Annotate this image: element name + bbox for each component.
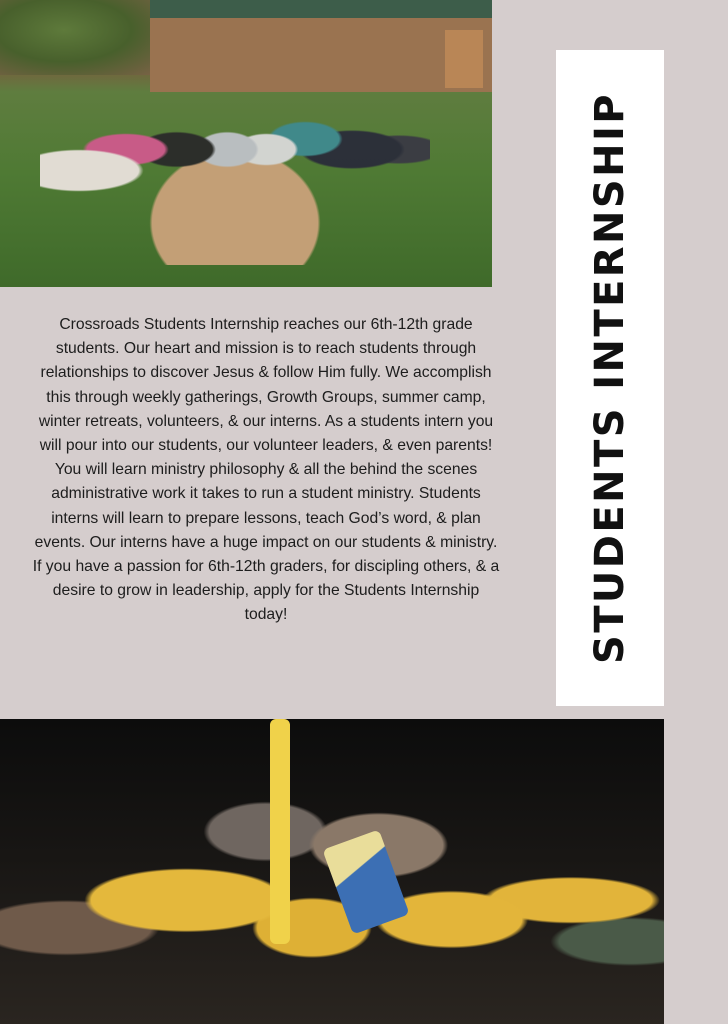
group-photo-night-event — [0, 719, 664, 1024]
photo-crowd — [0, 749, 664, 1024]
page-title: STUDENTS INTERNSHIP — [587, 92, 633, 664]
vertical-title-banner — [556, 50, 664, 706]
group-photo-camp-lawn — [0, 0, 492, 287]
internship-description: Crossroads Students Internship reaches our 6th-12th grade students. Our heart and mission is to reach students through relationships to discover Jesus & follow Him fully. We accomplish this through weekly gatherings, Growth Groups, summer camp, winter retreats, volunteers, & our interns. As a students intern you will pour into our students, our volunteer leaders, & even parents! You will learn ministry philosophy & all the behind the scenes administrative work it takes to run a student ministry. Students interns will learn to prepare lessons, teach God’s word, & plan events. Our interns have a huge impact on our students & ministry. If you have a passion for 6th-12th graders, for discipling others, & a desire to grow in leadership, apply for the Students Internship today! — [32, 316, 500, 624]
photo-student-group — [40, 55, 430, 265]
photo-yellow-pole — [270, 719, 290, 944]
